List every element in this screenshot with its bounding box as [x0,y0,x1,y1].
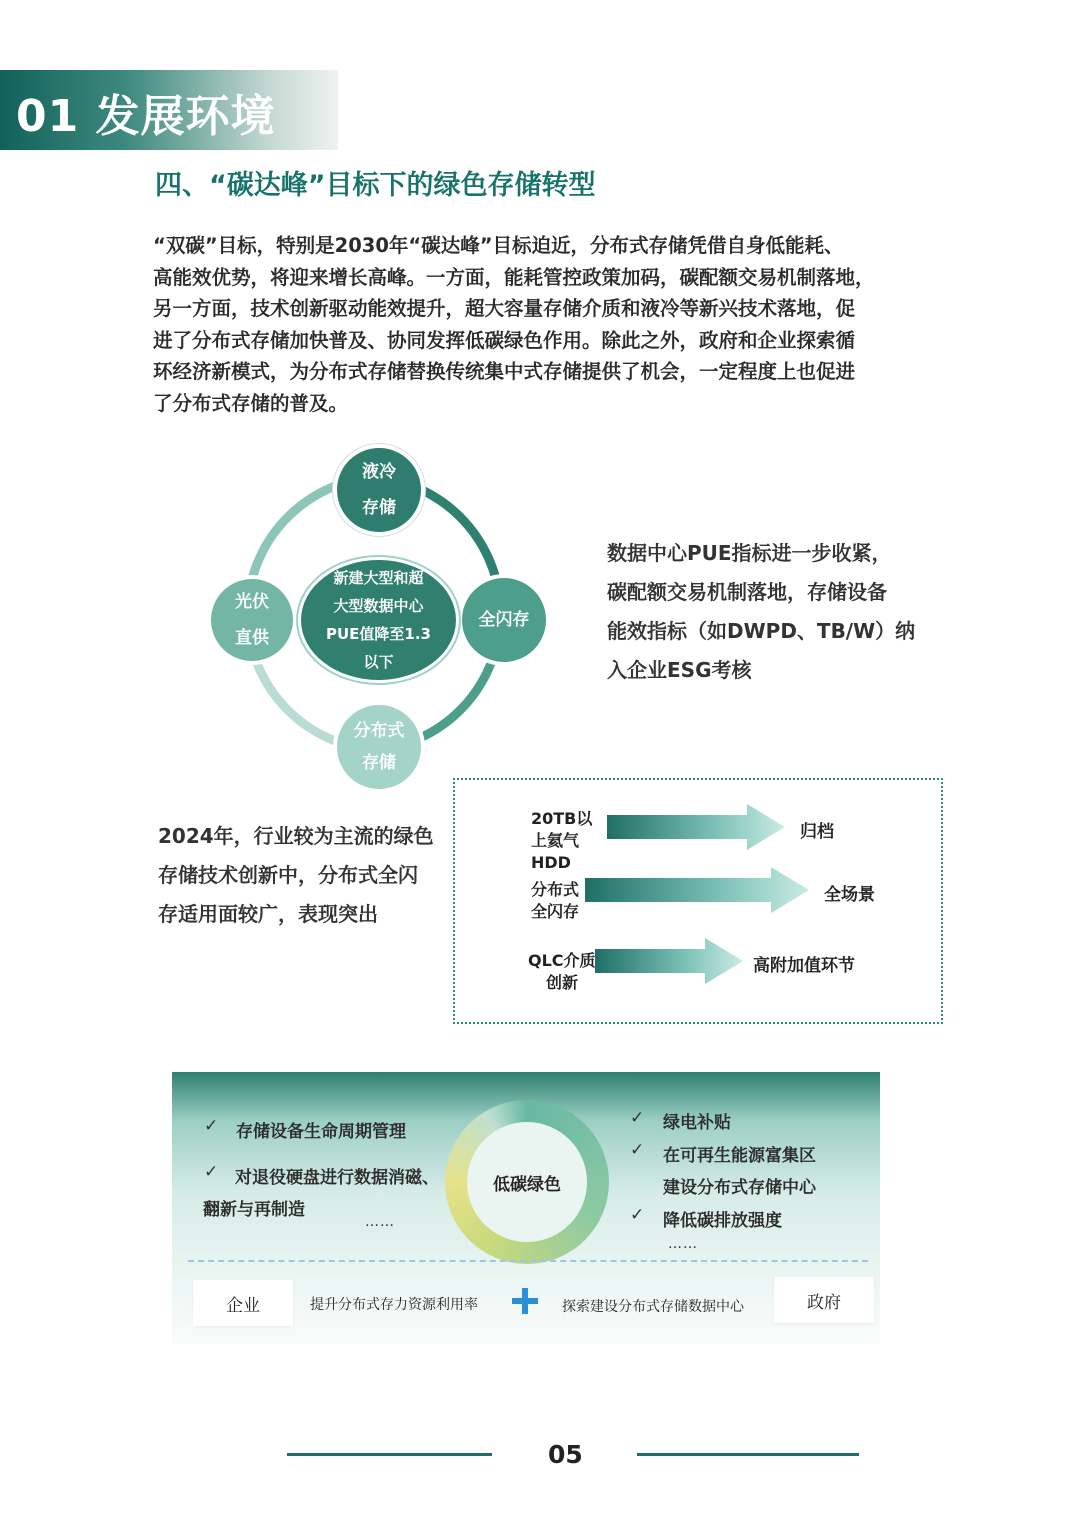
enterprise-item: 对退役硬盘进行数据消磁、 [235,1168,439,1188]
government-item: 在可再生能源富集区 [663,1146,816,1166]
pue-note-line: 入企业ESG考核 [607,658,752,682]
footer-line-right [637,1453,859,1456]
center-pue-target: 新建大型和超 大型数据中心 PUE值降至1.3 以下 [298,557,459,683]
low-carbon-donut [445,1100,609,1264]
intro-line: 环经济新模式，为分布式存储替换传统集中式存储提供了机会，一定程度上也促进 [153,360,856,383]
check-icon: ✓ [630,1108,645,1128]
tech-note-line: 存储技术创新中，分布式全闪 [158,863,418,887]
enterprise-ellipsis: …… [365,1214,395,1230]
pue-note [607,534,967,690]
pue-note-line: 数据中心PUE指标进一步收紧， [607,541,892,565]
check-icon: ✓ [204,1116,219,1136]
arrow-target-high-value: 高附加值环节 [753,956,855,976]
government-item: 建设分布式存储中心 [663,1178,816,1198]
check-icon: ✓ [630,1205,645,1225]
footer-line-left [287,1453,492,1456]
arrow-label-hdd: 20TB以 上氦气 HDD [531,809,593,872]
intro-line: 进了分布式存储加快普及、协同发挥低碳绿色作用。除此之外，政府和企业探索循 [153,328,856,352]
dashed-divider [188,1260,868,1262]
government-ellipsis: …… [668,1236,698,1252]
tech-application-box [453,778,943,1024]
page-subtitle: 四、“碳达峰”目标下的绿色存储转型 [155,170,596,201]
government-item: 降低碳排放强度 [663,1211,782,1231]
intro-paragraph [153,230,953,419]
tech-note-line: 存适用面较广，表现突出 [158,902,378,926]
arrow-target-archive: 归档 [800,822,834,842]
intro-line: 了分布式存储的普及。 [153,391,349,415]
tech-note [158,817,458,934]
donut-label: 低碳绿色 [467,1122,587,1242]
enterprise-item: 翻新与再制造 [203,1200,305,1220]
tech-note-line: 2024年，行业较为主流的绿色 [158,824,434,848]
low-carbon-panel [172,1072,880,1344]
section-title: 01 发展环境 [16,91,276,142]
enterprise-tag: 企业 [193,1280,293,1326]
government-item: 绿电补贴 [663,1113,731,1133]
enterprise-item: 存储设备生命周期管理 [236,1122,406,1142]
check-icon: ✓ [204,1162,219,1182]
page-number: 05 [548,1440,583,1469]
pue-note-line: 能效指标（如DWPD、TB/W）纳 [607,619,916,643]
arrow-target-all-scenario: 全场景 [824,885,875,905]
enterprise-caption: 提升分布式存力资源利用率 [310,1297,478,1313]
node-liquid-cooling: 液冷 存储 [333,444,425,536]
arrow-label-qlc: QLC介质 创新 [528,951,596,992]
section-header [0,70,338,150]
government-tag: 政府 [774,1277,874,1323]
node-distributed-storage: 分布式 存储 [333,701,425,793]
node-all-flash: 全闪存 [458,574,550,666]
arrow-label-all-flash: 分布式 全闪存 [531,880,580,921]
intro-line: “双碳”目标，特别是2030年“碳达峰”目标迫近，分布式存储凭借自身低能耗、 [153,234,844,257]
plus-icon [512,1288,538,1314]
intro-line: 另一方面，技术创新驱动能效提升，超大容量存储介质和液冷等新兴技术落地，促 [153,297,856,320]
government-caption: 探索建设分布式存储数据中心 [562,1299,744,1315]
intro-line: 高能效优势，将迎来增长高峰。一方面，能耗管控政策加码，碳配额交易机制落地， [153,265,875,289]
check-icon: ✓ [630,1140,645,1160]
green-storage-cycle-diagram [200,440,560,790]
pue-note-line: 碳配额交易机制落地，存储设备 [607,580,887,604]
node-solar-direct: 光伏 直供 [207,575,297,665]
